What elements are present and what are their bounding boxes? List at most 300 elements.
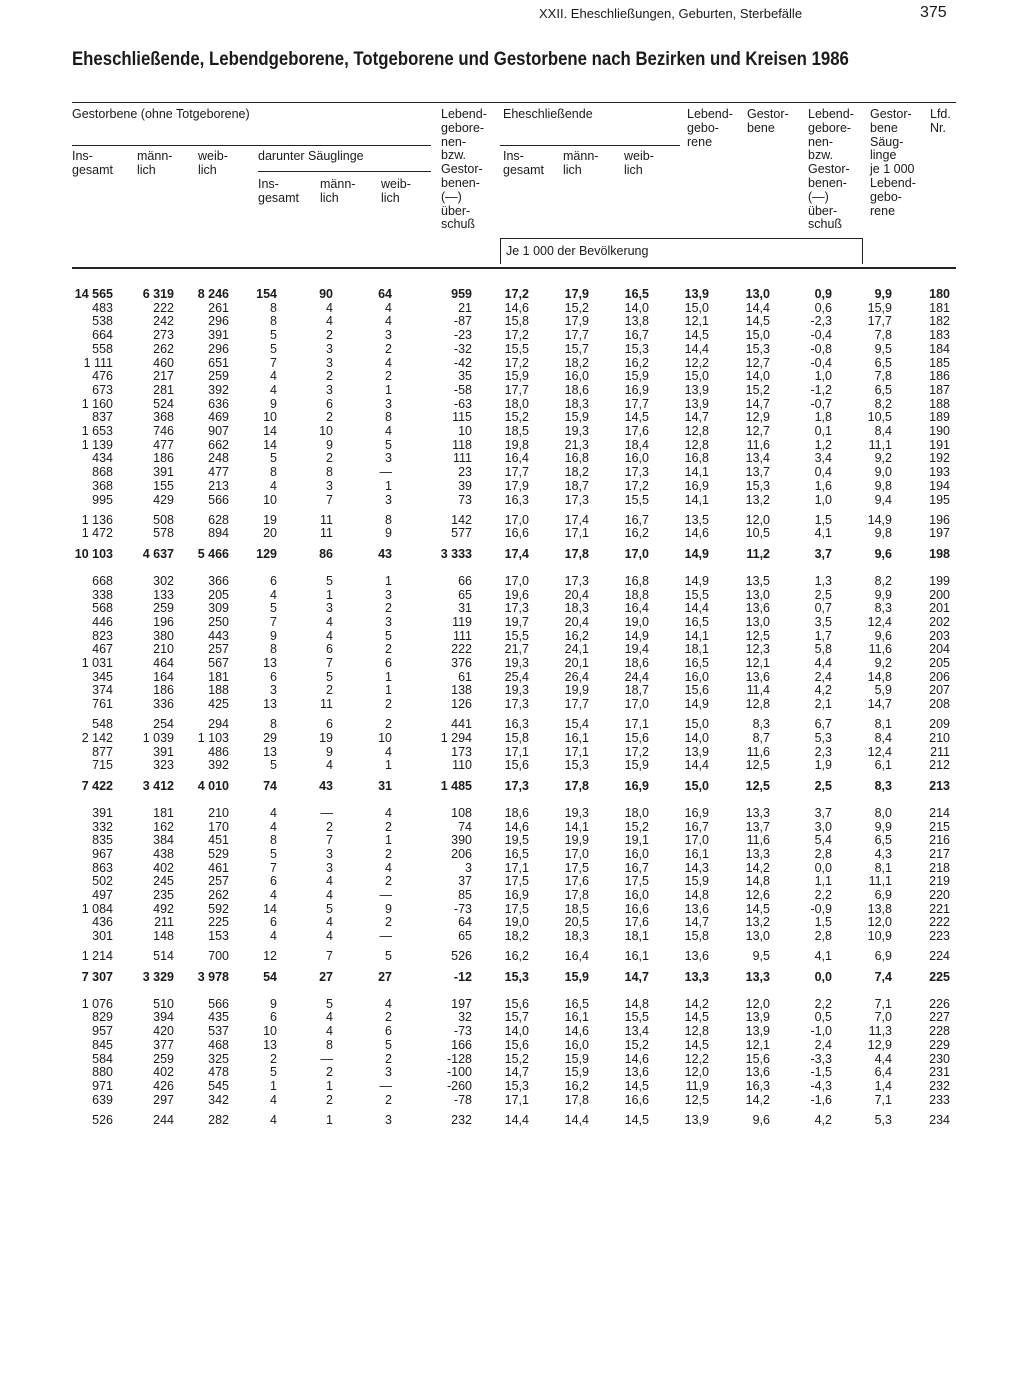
cell-maennlich: 186 [153, 683, 174, 698]
cell-saeuglinge-maennlich: 1 [326, 587, 333, 602]
table-row [0, 970, 1024, 984]
cell-ehe-insgesamt: 16,2 [504, 949, 529, 964]
cell-saeuglinge-weiblich: 4 [385, 355, 392, 370]
cell-ueberschuss: 64 [458, 915, 472, 930]
cell-ueberschuss: 526 [451, 949, 472, 964]
cell-rate-ueberschuss: 5,8 [814, 642, 832, 657]
cell-rate-lebendgeborene: 18,1 [684, 642, 709, 657]
table-row [0, 915, 1024, 929]
cell-insgesamt: 391 [92, 805, 113, 820]
cell-saeuglinge-insgesamt: 4 [270, 888, 277, 902]
cell-ehe-weiblich: 17,2 [624, 744, 649, 759]
cell-rate-gestorbene: 8,3 [752, 717, 770, 732]
cell-rate-ueberschuss: -1,5 [810, 1065, 832, 1080]
cell-rate-gestorbene: 14,0 [745, 369, 770, 384]
cell-weiblich: 566 [208, 492, 229, 507]
cell-saeuglinge-maennlich: 27 [319, 969, 333, 984]
cell-insgesamt: 829 [92, 1010, 113, 1025]
cell-ehe-insgesamt: 15,3 [504, 1078, 529, 1093]
cell-ehe-maennlich: 18,3 [564, 929, 589, 944]
cell-weiblich: 170 [208, 819, 229, 834]
cell-ueberschuss: 1 294 [440, 731, 472, 745]
cell-saeuglinge-je-1000: 9,8 [874, 478, 892, 493]
cell-rate-lebendgeborene: 14,5 [684, 1037, 709, 1052]
cell-saeuglinge-maennlich: 4 [326, 1024, 333, 1039]
cell-saeuglinge-je-1000: 6,5 [874, 382, 892, 397]
cell-maennlich: 148 [153, 929, 174, 944]
cell-insgesamt: 664 [92, 328, 113, 343]
cell-rate-lebendgeborene: 13,6 [684, 949, 709, 964]
cell-saeuglinge-je-1000: 9,0 [874, 465, 892, 480]
cell-saeuglinge-weiblich: 1 [385, 669, 392, 684]
cell-saeuglinge-insgesamt: 4 [270, 382, 277, 397]
cell-ehe-weiblich: 19,1 [624, 833, 649, 848]
cell-insgesamt: 1 214 [81, 949, 113, 964]
cell-ehe-maennlich: 17,4 [564, 512, 589, 527]
cell-saeuglinge-insgesamt: 7 [270, 355, 277, 370]
cell-rate-lebendgeborene: 14,7 [684, 915, 709, 930]
cell-insgesamt: 1 139 [81, 437, 113, 452]
table-row [0, 328, 1024, 342]
cell-ehe-maennlich: 17,3 [564, 573, 589, 588]
cell-weiblich: 325 [208, 1051, 229, 1066]
cell-ehe-insgesamt: 14,4 [504, 1112, 529, 1127]
cell-saeuglinge-je-1000: 12,0 [867, 915, 892, 930]
cell-ehe-maennlich: 16,1 [564, 731, 589, 745]
cell-saeuglinge-weiblich: 1 [385, 758, 392, 773]
cell-ueberschuss: -87 [453, 314, 472, 329]
cell-insgesamt: 837 [92, 410, 113, 425]
cell-rate-ueberschuss: 2,8 [814, 929, 832, 944]
header-saeuglinge-je-1000: Gestor- bene Säug- linge je 1 000 Lebend- gebo- rene [870, 107, 916, 218]
cell-rate-gestorbene: 12,5 [745, 778, 770, 793]
header-rate-lebendgeborene: Lebend- gebo- rene [687, 107, 733, 149]
cell-weiblich: 282 [208, 1112, 229, 1127]
cell-saeuglinge-weiblich: 6 [385, 1024, 392, 1039]
cell-saeuglinge-insgesamt: 1 [270, 1078, 277, 1093]
cell-saeuglinge-maennlich: 9 [326, 437, 333, 452]
cell-rate-gestorbene: 15,6 [745, 1051, 770, 1066]
cell-weiblich: 296 [208, 314, 229, 329]
cell-ueberschuss: -63 [453, 396, 472, 411]
cell-ehe-maennlich: 17,0 [564, 846, 589, 861]
cell-insgesamt: 863 [92, 860, 113, 875]
cell-ueberschuss: 222 [451, 642, 472, 657]
cell-weiblich: 392 [208, 758, 229, 773]
cell-saeuglinge-weiblich: — [379, 888, 392, 902]
cell-maennlich: 244 [153, 1112, 174, 1127]
cell-ehe-insgesamt: 19,7 [504, 614, 529, 629]
cell-rate-ueberschuss: 0,4 [814, 465, 832, 480]
cell-rate-lebendgeborene: 12,2 [684, 355, 709, 370]
cell-rate-lebendgeborene: 15,9 [684, 874, 709, 889]
cell-saeuglinge-je-1000: 6,9 [874, 949, 892, 964]
cell-saeuglinge-weiblich: 2 [385, 697, 392, 712]
table-row [0, 588, 1024, 602]
header-weiblich: weib- lich [198, 149, 228, 177]
table-row [0, 397, 1024, 411]
saeuglinge-underline [258, 171, 431, 172]
cell-rate-gestorbene: 14,5 [745, 901, 770, 916]
cell-maennlich: 259 [153, 1051, 174, 1066]
cell-saeuglinge-insgesamt: 10 [263, 492, 277, 507]
cell-ehe-weiblich: 14,9 [624, 628, 649, 643]
cell-ehe-insgesamt: 17,2 [504, 328, 529, 343]
cell-saeuglinge-weiblich: 4 [385, 805, 392, 820]
cell-ehe-weiblich: 16,9 [624, 382, 649, 397]
cell-ehe-insgesamt: 25,4 [504, 669, 529, 684]
cell-weiblich: 435 [208, 1010, 229, 1025]
cell-saeuglinge-maennlich: 6 [326, 396, 333, 411]
cell-saeuglinge-je-1000: 13,8 [867, 901, 892, 916]
cell-saeuglinge-je-1000: 8,3 [874, 778, 892, 793]
cell-saeuglinge-weiblich: 9 [385, 901, 392, 916]
running-head: XXII. Eheschließungen, Geburten, Sterbefälle [539, 6, 803, 21]
cell-saeuglinge-maennlich: 4 [326, 929, 333, 944]
cell-rate-ueberschuss: 2,4 [814, 669, 832, 684]
cell-ehe-insgesamt: 17,2 [504, 355, 529, 370]
cell-rate-gestorbene: 12,3 [745, 642, 770, 657]
cell-insgesamt: 880 [92, 1065, 113, 1080]
cell-saeuglinge-je-1000: 7,8 [874, 369, 892, 384]
cell-saeuglinge-je-1000: 7,1 [874, 1092, 892, 1107]
cell-weiblich: 636 [208, 396, 229, 411]
cell-maennlich: 211 [154, 915, 174, 930]
cell-saeuglinge-maennlich: 2 [326, 1065, 333, 1080]
cell-weiblich: 443 [208, 628, 229, 643]
cell-lfd-nr: 220 [929, 888, 950, 902]
cell-ueberschuss: -73 [453, 901, 472, 916]
cell-ueberschuss: 577 [451, 526, 472, 541]
header-top-rule [72, 102, 956, 103]
cell-rate-gestorbene: 12,1 [745, 1037, 770, 1052]
header-saeuglinge-maennlich: männ- lich [320, 177, 356, 205]
cell-weiblich: 5 466 [197, 546, 229, 561]
cell-ehe-maennlich: 16,2 [564, 1078, 589, 1093]
cell-rate-gestorbene: 11,2 [746, 546, 770, 561]
cell-saeuglinge-insgesamt: 5 [270, 846, 277, 861]
cell-rate-lebendgeborene: 14,5 [684, 1010, 709, 1025]
cell-rate-ueberschuss: 2,2 [814, 888, 832, 902]
cell-saeuglinge-weiblich: 1 [385, 833, 392, 848]
cell-rate-ueberschuss: 4,2 [814, 683, 832, 698]
cell-ehe-insgesamt: 16,9 [504, 888, 529, 902]
cell-lfd-nr: 230 [929, 1051, 950, 1066]
cell-rate-ueberschuss: 2,5 [814, 587, 832, 602]
cell-rate-ueberschuss: -0,8 [810, 341, 832, 356]
cell-ehe-weiblich: 17,3 [624, 465, 649, 480]
cell-maennlich: 429 [153, 492, 174, 507]
cell-rate-ueberschuss: 4,2 [814, 1112, 832, 1127]
cell-saeuglinge-insgesamt: 14 [263, 424, 277, 438]
cell-saeuglinge-maennlich: 8 [326, 465, 333, 480]
cell-ueberschuss: 441 [451, 717, 472, 732]
cell-rate-gestorbene: 15,2 [745, 382, 770, 397]
table-row [0, 601, 1024, 615]
cell-saeuglinge-je-1000: 11,1 [868, 874, 892, 889]
cell-saeuglinge-je-1000: 8,2 [874, 396, 892, 411]
cell-rate-ueberschuss: -0,4 [810, 355, 832, 370]
cell-weiblich: 894 [208, 526, 229, 541]
cell-ueberschuss: 35 [458, 369, 472, 384]
cell-ehe-maennlich: 15,9 [564, 1051, 589, 1066]
cell-lfd-nr: 232 [929, 1078, 950, 1093]
header-ehe-weiblich: weib- lich [624, 149, 654, 177]
table-row [0, 383, 1024, 397]
cell-ehe-maennlich: 18,3 [564, 396, 589, 411]
cell-saeuglinge-weiblich: 2 [385, 1010, 392, 1025]
cell-ehe-insgesamt: 19,5 [504, 833, 529, 848]
cell-rate-ueberschuss: 3,5 [814, 614, 832, 629]
cell-rate-gestorbene: 14,7 [745, 396, 770, 411]
cell-weiblich: 8 246 [197, 287, 229, 301]
cell-insgesamt: 526 [92, 1112, 113, 1127]
cell-saeuglinge-je-1000: 12,9 [867, 1037, 892, 1052]
cell-ehe-maennlich: 17,9 [564, 287, 589, 301]
header-ehe-insgesamt: Ins- gesamt [503, 149, 544, 177]
cell-saeuglinge-insgesamt: 20 [263, 526, 277, 541]
cell-ehe-maennlich: 17,6 [564, 874, 589, 889]
cell-ehe-weiblich: 17,1 [624, 717, 649, 732]
cell-insgesamt: 823 [92, 628, 113, 643]
cell-ehe-maennlich: 26,4 [564, 669, 589, 684]
cell-saeuglinge-weiblich: 2 [385, 846, 392, 861]
cell-ehe-insgesamt: 16,4 [504, 451, 529, 466]
table-row [0, 806, 1024, 820]
cell-ehe-maennlich: 17,8 [564, 546, 589, 561]
cell-insgesamt: 446 [92, 614, 113, 629]
cell-ueberschuss: -58 [453, 382, 472, 397]
cell-insgesamt: 548 [92, 717, 113, 732]
cell-saeuglinge-insgesamt: 5 [270, 1065, 277, 1080]
cell-rate-ueberschuss: 0,0 [814, 860, 832, 875]
cell-rate-gestorbene: 12,8 [745, 697, 770, 712]
cell-ehe-insgesamt: 19,6 [504, 587, 529, 602]
cell-maennlich: 297 [153, 1092, 174, 1107]
cell-saeuglinge-insgesamt: 129 [256, 546, 277, 561]
cell-ueberschuss: -12 [453, 969, 472, 984]
cell-saeuglinge-je-1000: 14,8 [867, 669, 892, 684]
cell-saeuglinge-je-1000: 8,4 [874, 731, 892, 745]
cell-ehe-weiblich: 14,8 [624, 996, 649, 1011]
cell-saeuglinge-maennlich: 7 [326, 833, 333, 848]
cell-saeuglinge-je-1000: 9,9 [874, 287, 892, 301]
cell-weiblich: 391 [208, 328, 229, 343]
cell-saeuglinge-je-1000: 11,6 [868, 642, 892, 657]
cell-ehe-insgesamt: 16,3 [504, 717, 529, 732]
cell-maennlich: 460 [153, 355, 174, 370]
cell-rate-ueberschuss: 0,0 [814, 969, 832, 984]
cell-ehe-insgesamt: 17,1 [504, 1092, 529, 1107]
cell-rate-lebendgeborene: 14,4 [684, 601, 709, 616]
cell-rate-ueberschuss: 1,8 [814, 410, 832, 425]
cell-saeuglinge-insgesamt: 13 [263, 744, 277, 759]
cell-lfd-nr: 187 [929, 382, 950, 397]
cell-saeuglinge-je-1000: 10,5 [867, 410, 892, 425]
cell-saeuglinge-maennlich: 8 [326, 1037, 333, 1052]
cell-rate-gestorbene: 14,2 [745, 860, 770, 875]
cell-rate-ueberschuss: 0,9 [814, 287, 832, 301]
cell-saeuglinge-weiblich: 2 [385, 369, 392, 384]
cell-rate-lebendgeborene: 12,2 [684, 1051, 709, 1066]
table-row [0, 1038, 1024, 1052]
cell-weiblich: 309 [208, 601, 229, 616]
cell-maennlich: 402 [153, 860, 174, 875]
cell-saeuglinge-insgesamt: 6 [270, 669, 277, 684]
cell-rate-gestorbene: 12,0 [745, 996, 770, 1011]
cell-lfd-nr: 227 [929, 1010, 950, 1025]
cell-rate-lebendgeborene: 14,2 [684, 996, 709, 1011]
cell-lfd-nr: 180 [929, 287, 950, 301]
cell-rate-lebendgeborene: 16,8 [684, 451, 709, 466]
cell-maennlich: 162 [153, 819, 174, 834]
cell-saeuglinge-je-1000: 10,9 [867, 929, 892, 944]
cell-weiblich: 181 [208, 669, 229, 684]
cell-saeuglinge-insgesamt: 4 [270, 587, 277, 602]
cell-ehe-insgesamt: 18,0 [504, 396, 529, 411]
cell-rate-lebendgeborene: 14,8 [684, 888, 709, 902]
cell-rate-gestorbene: 11,4 [746, 683, 770, 698]
cell-ehe-weiblich: 19,4 [624, 642, 649, 657]
cell-saeuglinge-insgesamt: 6 [270, 573, 277, 588]
table-row [0, 902, 1024, 916]
cell-maennlich: 210 [153, 642, 174, 657]
cell-lfd-nr: 206 [929, 669, 950, 684]
cell-ehe-maennlich: 14,6 [564, 1024, 589, 1039]
cell-ehe-weiblich: 15,2 [624, 1037, 649, 1052]
table-row [0, 1065, 1024, 1079]
cell-rate-ueberschuss: 2,8 [814, 846, 832, 861]
cell-saeuglinge-weiblich: 2 [385, 874, 392, 889]
cell-saeuglinge-weiblich: 2 [385, 717, 392, 732]
cell-saeuglinge-maennlich: 2 [326, 1092, 333, 1107]
cell-maennlich: 380 [153, 628, 174, 643]
cell-lfd-nr: 231 [929, 1065, 950, 1080]
cell-lfd-nr: 205 [929, 656, 950, 670]
cell-weiblich: 592 [208, 901, 229, 916]
cell-saeuglinge-je-1000: 4,4 [874, 1051, 892, 1066]
cell-weiblich: 3 978 [197, 969, 229, 984]
cell-rate-gestorbene: 13,3 [745, 805, 770, 820]
cell-saeuglinge-weiblich: 1 [385, 683, 392, 698]
cell-saeuglinge-je-1000: 12,4 [867, 614, 892, 629]
cell-saeuglinge-maennlich: 7 [326, 656, 333, 670]
cell-ehe-weiblich: 19,0 [624, 614, 649, 629]
cell-ehe-maennlich: 18,6 [564, 382, 589, 397]
cell-ueberschuss: 173 [451, 744, 472, 759]
cell-ehe-insgesamt: 16,3 [504, 492, 529, 507]
cell-saeuglinge-maennlich: 7 [326, 949, 333, 964]
cell-lfd-nr: 189 [929, 410, 950, 425]
cell-lfd-nr: 234 [929, 1112, 950, 1127]
cell-ueberschuss: 110 [452, 758, 472, 773]
cell-rate-gestorbene: 10,5 [745, 526, 770, 541]
cell-ehe-weiblich: 16,0 [624, 846, 649, 861]
cell-ueberschuss: 32 [458, 1010, 472, 1025]
cell-insgesamt: 332 [92, 819, 113, 834]
cell-ehe-maennlich: 15,4 [564, 717, 589, 732]
cell-ehe-maennlich: 17,9 [564, 314, 589, 329]
cell-saeuglinge-je-1000: 6,5 [874, 833, 892, 848]
cell-ehe-maennlich: 20,4 [564, 614, 589, 629]
cell-rate-gestorbene: 13,3 [745, 846, 770, 861]
cell-saeuglinge-je-1000: 14,9 [867, 512, 892, 527]
cell-maennlich: 510 [153, 996, 174, 1011]
cell-saeuglinge-weiblich: 43 [378, 546, 392, 561]
cell-saeuglinge-je-1000: 8,1 [874, 860, 892, 875]
cell-saeuglinge-maennlich: 11 [320, 512, 333, 527]
gestorbene-underline [72, 145, 431, 146]
table-row [0, 438, 1024, 452]
cell-ehe-weiblich: 17,6 [624, 915, 649, 930]
cell-rate-ueberschuss: -2,3 [810, 314, 832, 329]
cell-ehe-insgesamt: 17,3 [504, 601, 529, 616]
cell-insgesamt: 538 [92, 314, 113, 329]
cell-maennlich: 394 [153, 1010, 174, 1025]
cell-saeuglinge-maennlich: 4 [326, 314, 333, 329]
cell-saeuglinge-insgesamt: 4 [270, 929, 277, 944]
table-row [0, 1079, 1024, 1093]
cell-ueberschuss: 119 [452, 614, 472, 629]
cell-insgesamt: 436 [92, 915, 113, 930]
cell-ehe-weiblich: 15,6 [624, 731, 649, 745]
cell-ehe-maennlich: 17,5 [564, 860, 589, 875]
table-row [0, 513, 1024, 527]
cell-saeuglinge-je-1000: 8,2 [874, 573, 892, 588]
cell-insgesamt: 434 [92, 451, 113, 466]
cell-ueberschuss: 118 [452, 437, 472, 452]
cell-rate-gestorbene: 13,5 [745, 573, 770, 588]
cell-maennlich: 402 [153, 1065, 174, 1080]
cell-rate-ueberschuss: 1,1 [814, 874, 832, 889]
cell-ehe-weiblich: 18,7 [624, 683, 649, 698]
cell-maennlich: 262 [153, 341, 174, 356]
cell-saeuglinge-maennlich: 3 [326, 601, 333, 616]
cell-ueberschuss: 73 [458, 492, 472, 507]
cell-ehe-maennlich: 15,7 [564, 341, 589, 356]
cell-ehe-weiblich: 13,6 [624, 1065, 649, 1080]
cell-saeuglinge-maennlich: 1 [326, 1078, 333, 1093]
cell-saeuglinge-insgesamt: 154 [256, 287, 277, 301]
table-row [0, 717, 1024, 731]
cell-lfd-nr: 225 [929, 969, 950, 984]
cell-saeuglinge-je-1000: 7,8 [874, 328, 892, 343]
cell-saeuglinge-weiblich: 3 [385, 396, 392, 411]
cell-ehe-insgesamt: 15,6 [504, 1037, 529, 1052]
cell-rate-lebendgeborene: 16,1 [684, 846, 709, 861]
table-row [0, 683, 1024, 697]
cell-weiblich: 566 [208, 996, 229, 1011]
cell-saeuglinge-weiblich: 5 [385, 949, 392, 964]
cell-saeuglinge-je-1000: 17,7 [867, 314, 892, 329]
cell-maennlich: 235 [153, 888, 174, 902]
cell-ehe-insgesamt: 18,6 [504, 805, 529, 820]
cell-insgesamt: 1 472 [81, 526, 113, 541]
cell-lfd-nr: 194 [929, 478, 950, 493]
cell-weiblich: 261 [208, 300, 229, 315]
cell-saeuglinge-maennlich: 3 [326, 478, 333, 493]
cell-rate-lebendgeborene: 16,9 [684, 478, 709, 493]
header-gestorbene: Gestorbene (ohne Totgeborene) [72, 107, 250, 121]
cell-ueberschuss: 65 [458, 587, 472, 602]
cell-maennlich: 133 [153, 587, 174, 602]
cell-insgesamt: 345 [92, 669, 113, 684]
cell-rate-ueberschuss: 1,7 [814, 628, 832, 643]
cell-saeuglinge-insgesamt: 6 [270, 874, 277, 889]
cell-weiblich: 153 [208, 929, 229, 944]
cell-saeuglinge-je-1000: 9,6 [874, 628, 892, 643]
cell-ehe-insgesamt: 19,0 [504, 915, 529, 930]
